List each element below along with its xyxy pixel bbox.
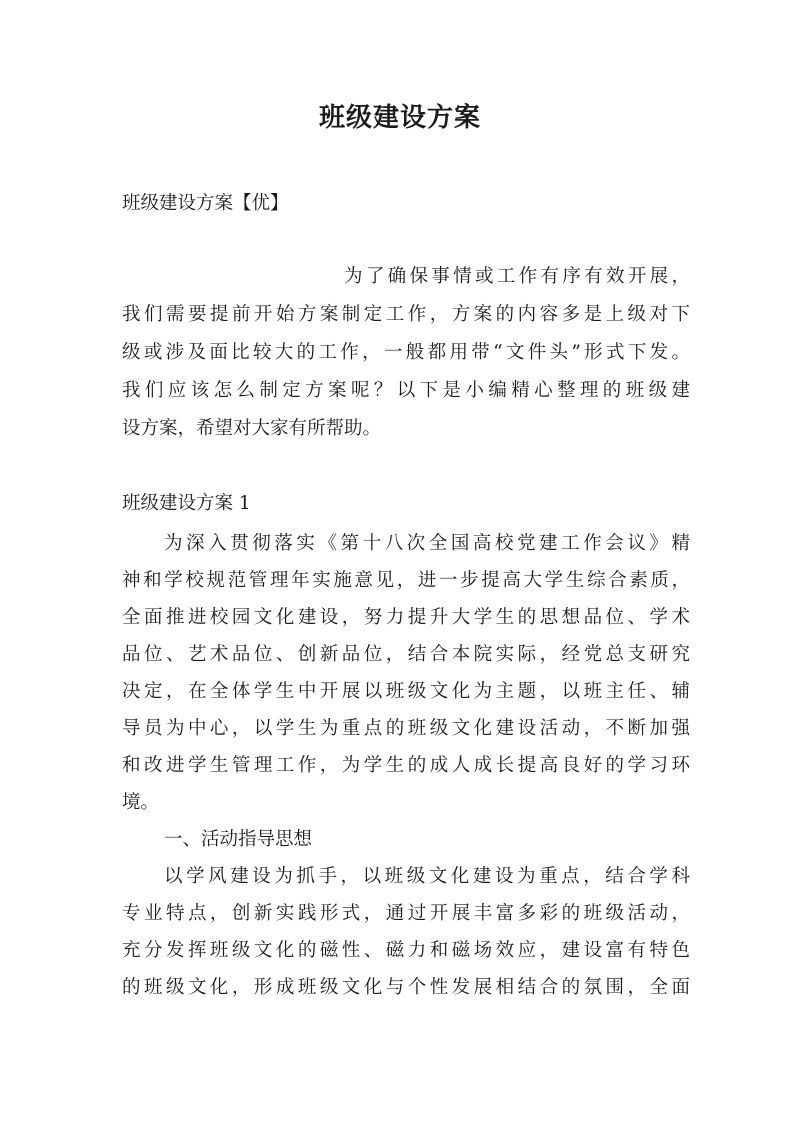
paragraph-line: 品位、艺术品位、创新品位，结合本院实际，经党总支研究 <box>122 644 690 665</box>
paragraph-line: 级或涉及面比较大的工作，一般都用带“文件头”形式下发。 <box>122 342 690 363</box>
paragraph-line: 专业特点，创新实践形式，通过开展丰富多彩的班级活动， <box>122 903 690 924</box>
subsection-heading: 一、活动指导思想 <box>164 829 313 850</box>
paragraph-line: 我们应该怎么制定方案呢？以下是小编精心整理的班级建 <box>122 380 690 401</box>
paragraph-line: 导员为中心，以学生为重点的班级文化建设活动，不断加强 <box>122 718 690 739</box>
body-paragraphs <box>122 525 690 1006</box>
paragraph-line: 为了确保事情或工作有序有效开展， <box>344 266 690 287</box>
section-heading: 班级建设方案 1 <box>122 493 251 514</box>
paragraph-line: 的班级文化，形成班级文化与个性发展相结合的氛围，全面 <box>122 977 690 998</box>
document-title: 班级建设方案 <box>318 103 481 133</box>
paragraph-line: 以学风建设为抓手，以班级文化建设为重点，结合学科 <box>164 866 690 887</box>
intro-paragraph <box>122 258 690 448</box>
paragraph-line: 全面推进校园文化建设，努力提升大学生的思想品位、学术 <box>122 607 690 628</box>
paragraph-line: 设方案，希望对大家有所帮助。 <box>122 418 382 439</box>
paragraph-line: 为深入贯彻落实《第十八次全国高校党建工作会议》精 <box>164 533 690 554</box>
paragraph-line: 神和学校规范管理年实施意见，进一步提高大学生综合素质， <box>122 570 690 591</box>
paragraph-line: 充分发挥班级文化的磁性、磁力和磁场效应，建设富有特色 <box>122 940 690 961</box>
document-subtitle: 班级建设方案【优】 <box>122 193 289 214</box>
paragraph-line: 我们需要提前开始方案制定工作，方案的内容多是上级对下 <box>122 304 690 325</box>
paragraph-line: 决定，在全体学生中开展以班级文化为主题，以班主任、辅 <box>122 681 690 702</box>
paragraph-line: 和改进学生管理工作，为学生的成人成长提高良好的学习环 <box>122 755 690 776</box>
paragraph-line: 境。 <box>122 792 160 813</box>
